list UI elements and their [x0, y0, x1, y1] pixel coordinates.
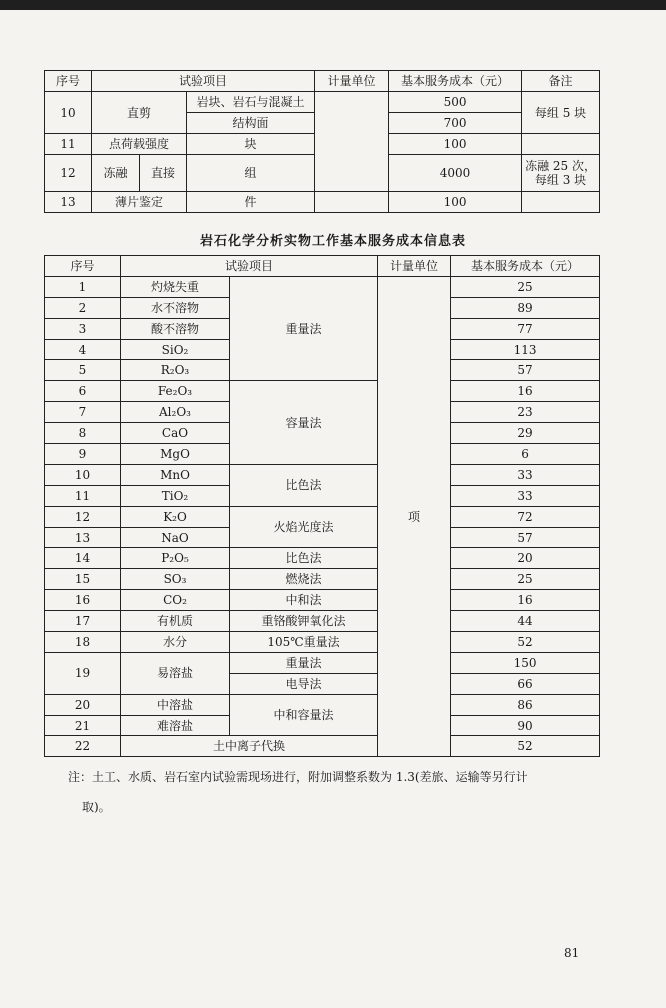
header-cell: 计量单位 [378, 256, 451, 277]
header-cell: 试验项目 [92, 71, 315, 92]
cost-cell: 23 [451, 402, 600, 423]
table-row [45, 569, 600, 590]
cost-cell: 100 [389, 192, 522, 213]
row-number: 13 [45, 192, 92, 213]
method-cell: 重铬酸钾氧化法 [230, 611, 378, 632]
test-item: 中溶盐 [121, 694, 230, 715]
test-item: NaO [121, 527, 230, 548]
table-row [45, 694, 600, 715]
row-number: 18 [45, 632, 121, 653]
method-cell: 燃烧法 [230, 569, 378, 590]
table-row [45, 632, 600, 653]
row-number: 15 [45, 569, 121, 590]
row-number: 16 [45, 590, 121, 611]
unit-value: 组 [187, 155, 315, 192]
test-item: 易溶盐 [121, 652, 230, 694]
row-number: 13 [45, 527, 121, 548]
cost-cell: 57 [451, 527, 600, 548]
test-item: CO₂ [121, 590, 230, 611]
cost-cell: 44 [451, 611, 600, 632]
method-cell: 比色法 [230, 464, 378, 506]
table-row [45, 736, 600, 757]
rock-test-cost-table-continued [44, 70, 600, 213]
test-item: MgO [121, 444, 230, 465]
test-item: 土中离子代换 [121, 736, 378, 757]
header-cell: 基本服务成本（元） [389, 71, 522, 92]
row-number: 11 [45, 485, 121, 506]
test-item: 灼烧失重 [121, 276, 230, 297]
unit-value: 件 [187, 192, 315, 213]
method-cell: 火焰光度法 [230, 506, 378, 548]
test-item: SO₃ [121, 569, 230, 590]
test-method: 直接 [140, 155, 187, 192]
unit-value: 块 [187, 134, 315, 155]
method-cell: 重量法 [230, 652, 378, 673]
table-row [45, 611, 600, 632]
cost-cell: 52 [451, 632, 600, 653]
table-header-row [45, 71, 600, 92]
test-item: 酸不溶物 [121, 318, 230, 339]
remark-cell [522, 192, 600, 213]
cost-cell: 16 [451, 590, 600, 611]
footnote-line-1: 注：土工、水质、岩石室内试验需现场进行，附加调整系数为 1.3(差旅、运输等另行计 [68, 770, 528, 784]
method-cell: 容量法 [230, 381, 378, 465]
cost-cell: 500 [389, 92, 522, 113]
scan-top-edge [0, 0, 666, 10]
table-row [45, 92, 600, 113]
test-item: Al₂O₃ [121, 402, 230, 423]
footnote-line-2: 取)。 [82, 800, 111, 814]
cost-cell: 33 [451, 485, 600, 506]
row-number: 7 [45, 402, 121, 423]
test-item: CaO [121, 423, 230, 444]
cost-cell: 4000 [389, 155, 522, 192]
cost-cell: 25 [451, 276, 600, 297]
remark-cell: 每组 5 块 [522, 92, 600, 134]
row-number: 12 [45, 506, 121, 527]
table-row [45, 590, 600, 611]
cost-cell: 86 [451, 694, 600, 715]
row-number: 1 [45, 276, 121, 297]
table-title: 岩石化学分析实物工作基本服务成本信息表 [199, 234, 466, 249]
header-cell: 基本服务成本（元） [451, 256, 600, 277]
row-number: 17 [45, 611, 121, 632]
cost-cell: 29 [451, 423, 600, 444]
row-number: 19 [45, 652, 121, 694]
cost-cell: 113 [451, 339, 600, 360]
unit-cell: 项 [378, 276, 451, 756]
table-row [45, 192, 600, 213]
cost-cell: 90 [451, 715, 600, 736]
table-row [45, 276, 600, 297]
test-item: 冻融 [92, 155, 140, 192]
test-item: TiO₂ [121, 485, 230, 506]
test-item: SiO₂ [121, 339, 230, 360]
cost-cell: 20 [451, 548, 600, 569]
cost-cell: 77 [451, 318, 600, 339]
cost-cell: 700 [389, 113, 522, 134]
table-row [45, 381, 600, 402]
header-cell: 备注 [522, 71, 600, 92]
test-item: 有机质 [121, 611, 230, 632]
test-item: 直剪 [92, 92, 187, 134]
row-number: 11 [45, 134, 92, 155]
rock-chemical-analysis-cost-table [44, 255, 600, 757]
row-number: 10 [45, 92, 92, 134]
cost-cell: 72 [451, 506, 600, 527]
header-cell: 试验项目 [121, 256, 378, 277]
cost-cell: 33 [451, 464, 600, 485]
row-number: 21 [45, 715, 121, 736]
cost-cell: 150 [451, 652, 600, 673]
cost-cell: 52 [451, 736, 600, 757]
test-item: R₂O₃ [121, 360, 230, 381]
test-item: Fe₂O₃ [121, 381, 230, 402]
test-item: 水不溶物 [121, 297, 230, 318]
row-number: 14 [45, 548, 121, 569]
test-subitem: 岩块、岩石与混凝土 [187, 92, 315, 113]
page-number: 81 [564, 946, 580, 960]
header-cell: 序号 [45, 256, 121, 277]
test-subitem: 结构面 [187, 113, 315, 134]
row-number: 3 [45, 318, 121, 339]
test-item: 点荷载强度 [92, 134, 187, 155]
table-header-row [45, 256, 600, 277]
method-cell: 比色法 [230, 548, 378, 569]
method-cell: 中和容量法 [230, 694, 378, 736]
row-number: 20 [45, 694, 121, 715]
test-item: 薄片鉴定 [92, 192, 187, 213]
table-row [45, 464, 600, 485]
table-row [45, 506, 600, 527]
unit-cell [315, 92, 389, 192]
header-cell: 序号 [45, 71, 92, 92]
cost-cell: 6 [451, 444, 600, 465]
remark-cell: 冻融 25 次，每组 3 块 [522, 155, 600, 192]
table-row [45, 652, 600, 673]
test-item: MnO [121, 464, 230, 485]
cost-cell: 16 [451, 381, 600, 402]
row-number: 10 [45, 464, 121, 485]
row-number: 6 [45, 381, 121, 402]
row-number: 4 [45, 339, 121, 360]
header-cell: 计量单位 [315, 71, 389, 92]
table-row [45, 548, 600, 569]
row-number: 5 [45, 360, 121, 381]
cost-cell: 25 [451, 569, 600, 590]
row-number: 8 [45, 423, 121, 444]
test-item: 难溶盐 [121, 715, 230, 736]
cost-cell: 66 [451, 673, 600, 694]
row-number: 2 [45, 297, 121, 318]
method-cell: 105℃重量法 [230, 632, 378, 653]
method-cell: 电导法 [230, 673, 378, 694]
test-item: P₂O₅ [121, 548, 230, 569]
method-cell: 重量法 [230, 276, 378, 380]
row-number: 9 [45, 444, 121, 465]
test-item: K₂O [121, 506, 230, 527]
row-number: 12 [45, 155, 92, 192]
test-item: 水分 [121, 632, 230, 653]
cost-cell: 100 [389, 134, 522, 155]
cost-cell: 89 [451, 297, 600, 318]
remark-cell [522, 134, 600, 155]
row-number: 22 [45, 736, 121, 757]
unit-cell [315, 192, 389, 213]
method-cell: 中和法 [230, 590, 378, 611]
cost-cell: 57 [451, 360, 600, 381]
